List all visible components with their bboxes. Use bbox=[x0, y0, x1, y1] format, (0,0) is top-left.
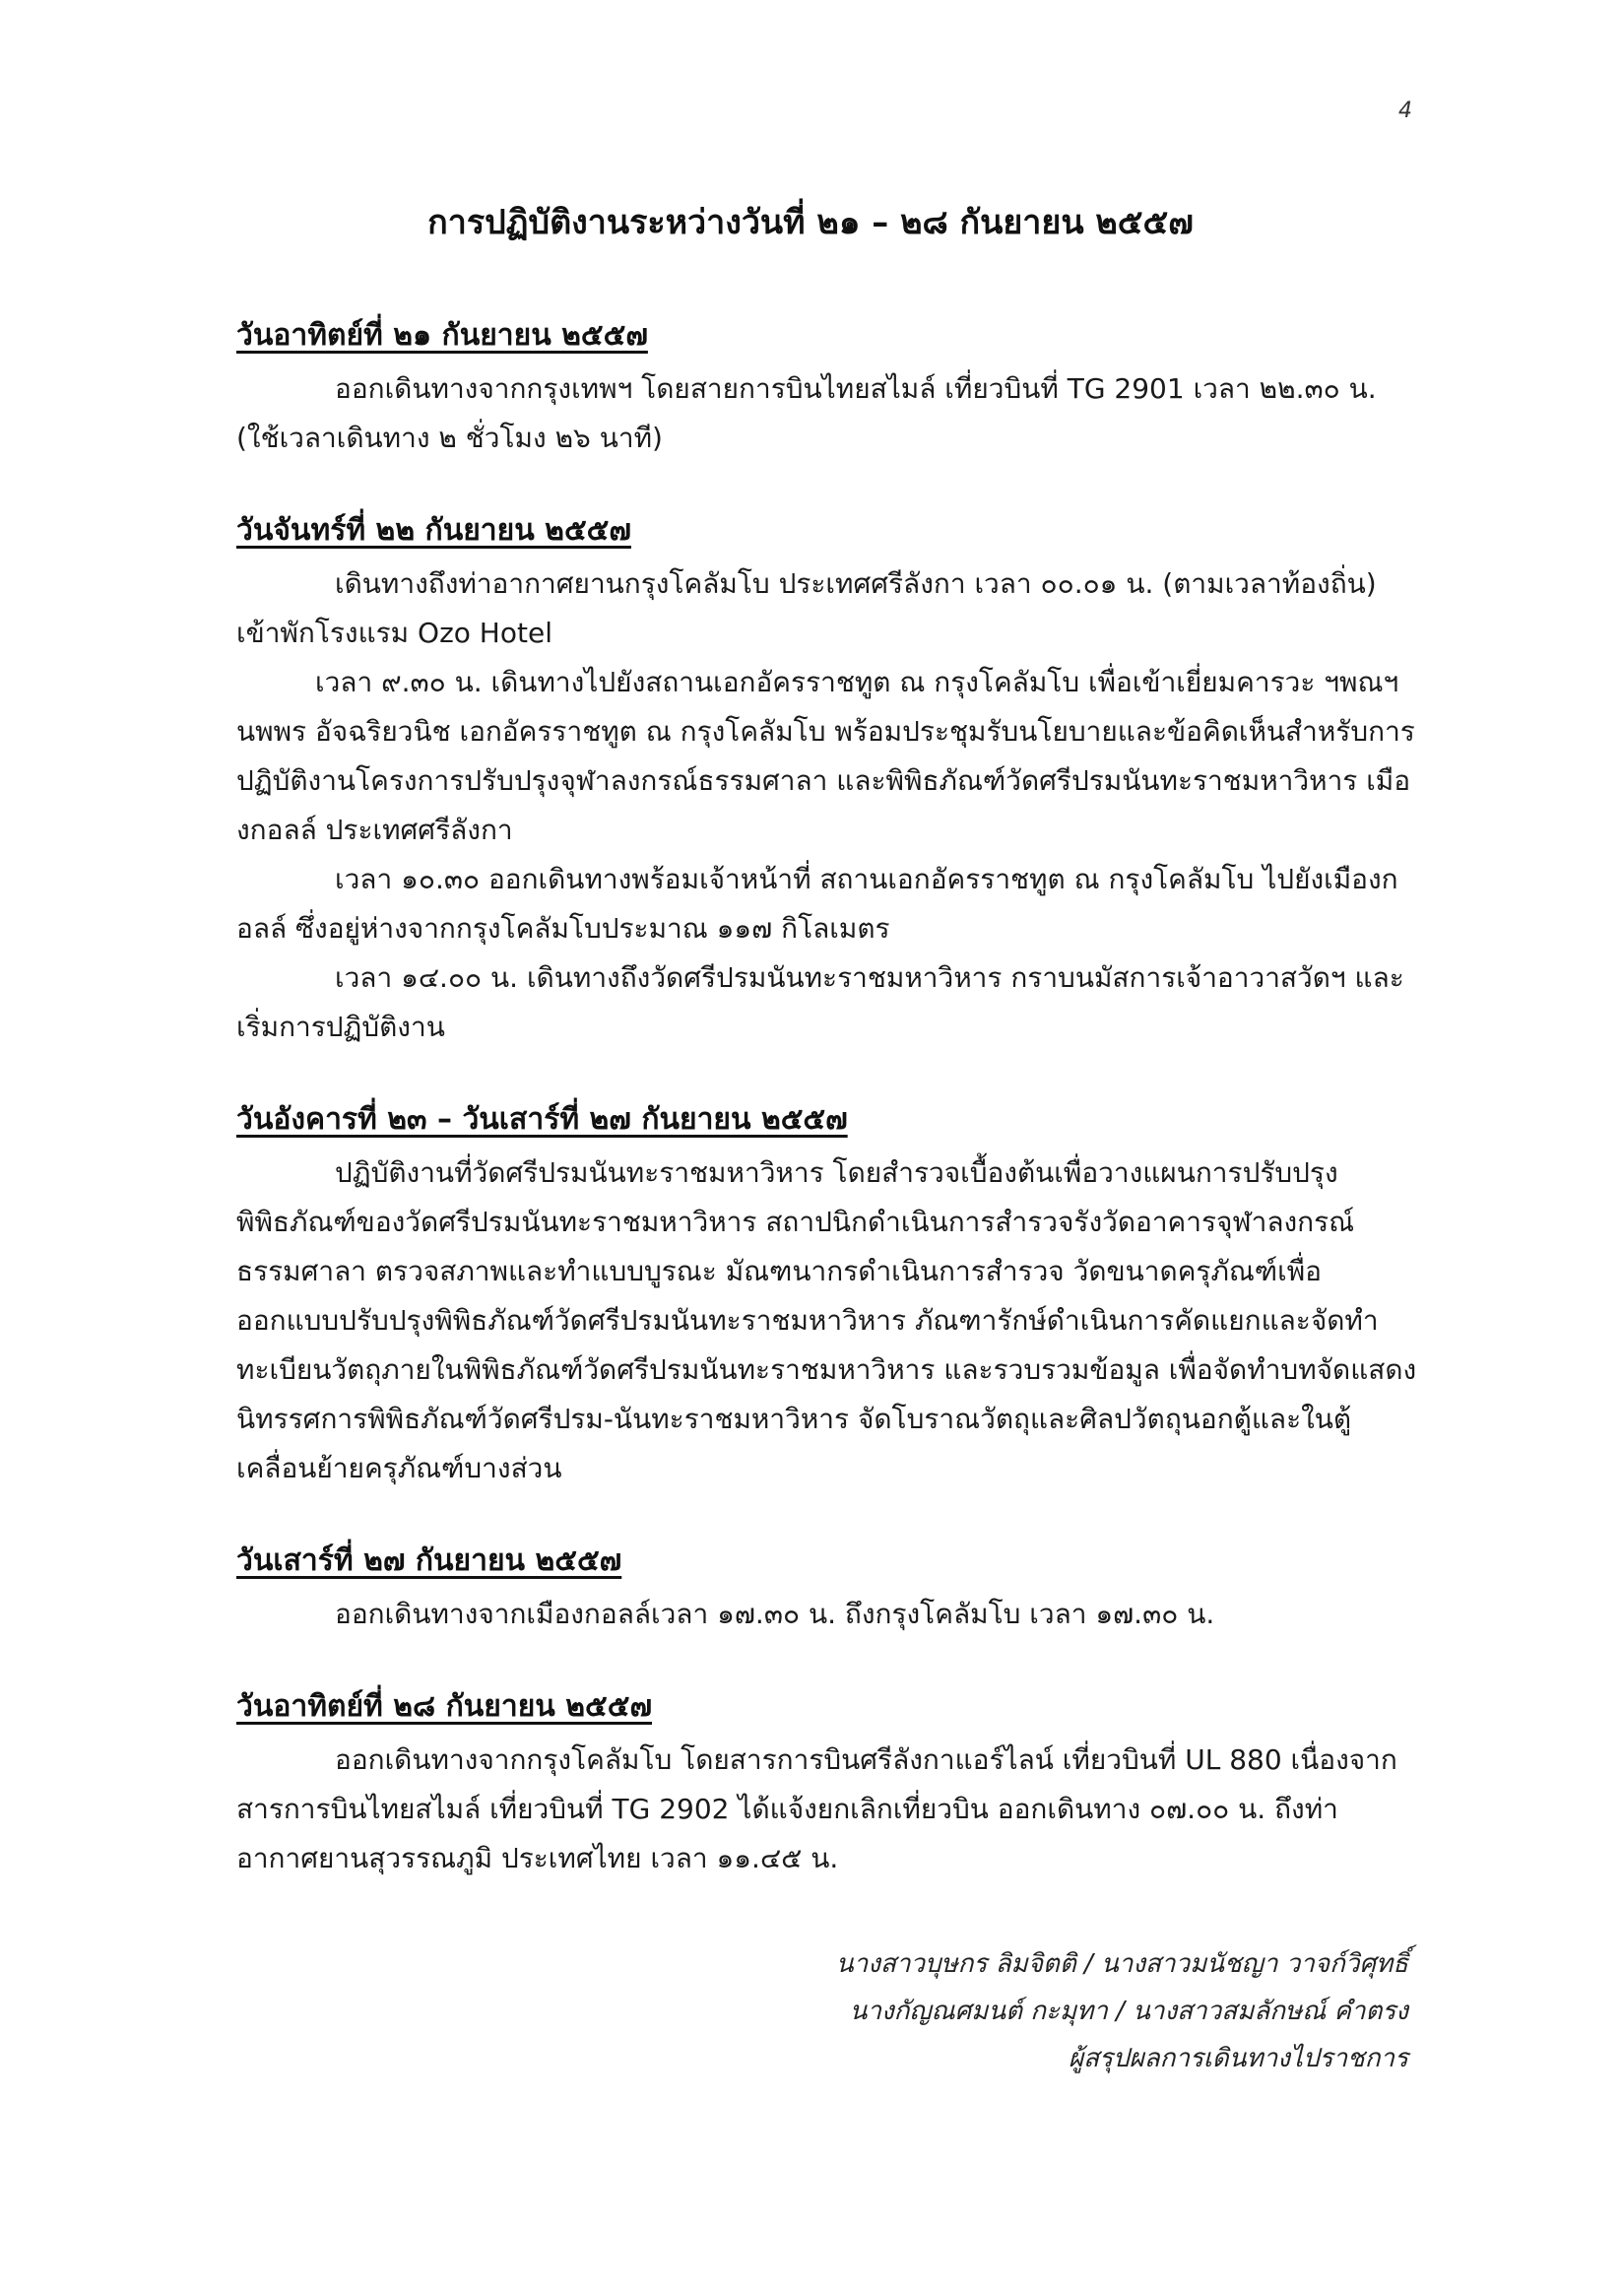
section-heading: วันเสาร์ที่ ๒๗ กันยายน ๒๕๕๗ bbox=[236, 1543, 622, 1578]
signature-line: นางกัญณศมนต์ กะมุทา / นางสาวสมลักษณ์ คำตรง bbox=[849, 1997, 1408, 2026]
section-paragraph: ออกเดินทางจากกรุงเทพฯ โดยสายการบินไทยสไมล์ เที่ยวบินที่ TG 2901 เวลา ๒๒.๓๐ น. (ใช้เวลาเดินทาง ๒ ชั่วโมง ๒๖ นาที) bbox=[236, 372, 1377, 454]
section-heading: วันจันทร์ที่ ๒๒ กันยายน ๒๕๕๗ bbox=[236, 513, 631, 548]
section-mon-22 bbox=[236, 508, 1418, 1052]
section-sun-28 bbox=[236, 1684, 1418, 1883]
section-heading: วันอาทิตย์ที่ ๒๑ กันยายน ๒๕๕๗ bbox=[236, 318, 648, 353]
signature-block bbox=[836, 1940, 1408, 2082]
page-number: 4 bbox=[1398, 98, 1412, 123]
section-tue-23-sat-27 bbox=[236, 1097, 1418, 1493]
document-body bbox=[236, 313, 1418, 1929]
section-heading: วันอาทิตย์ที่ ๒๘ กันยายน ๒๕๕๗ bbox=[236, 1689, 653, 1724]
signature-line: นางสาวบุษกร ลิมจิตติ / นางสาวมนัชญา วาจก์วิศุทธิ์ bbox=[835, 1949, 1408, 1979]
section-paragraph: ออกเดินทางจากเมืองกอลล์เวลา ๑๗.๓๐ น. ถึงกรุงโคลัมโบ เวลา ๑๗.๓๐ น. bbox=[335, 1598, 1215, 1630]
section-sun-21 bbox=[236, 313, 1418, 463]
signature-role: ผู้สรุปผลการเดินทางไปราชการ bbox=[1068, 2044, 1408, 2073]
section-paragraph: ออกเดินทางจากกรุงโคลัมโบ โดยสารการบินศรีลังกาแอร์ไลน์ เที่ยวบินที่ UL 880 เนื่องจากสารการบินไทยสไมล์ เที่ยวบินที่ TG 2902 ได้แจ้งยกเลิกเที่ยวบิน ออกเดินทาง ๐๗.๐๐ น. ถึงท่าอากาศยานสุวรรณภูมิ ประเทศไทย เวลา ๑๑.๔๕ น. bbox=[236, 1743, 1397, 1874]
section-heading: วันอังคารที่ ๒๓ – วันเสาร์ที่ ๒๗ กันยายน ๒๕๕๗ bbox=[236, 1102, 848, 1137]
document-title: การปฏิบัติงานระหว่างวันที่ ๒๑ – ๒๘ กันยายน ๒๕๕๗ bbox=[427, 203, 1194, 242]
section-paragraph: เดินทางถึงท่าอากาศยานกรุงโคลัมโบ ประเทศศรีลังกา เวลา ๐๐.๐๑ น. (ตามเวลาท้องถิ่น) เข้าพักโรงแรม Ozo Hotel bbox=[236, 567, 1377, 649]
section-sat-27 bbox=[236, 1539, 1418, 1639]
section-paragraph: เวลา ๑๐.๓๐ ออกเดินทางพร้อมเจ้าหน้าที่ สถานเอกอัครราชทูต ณ กรุงโคลัมโบ ไปยังเมืองกอลล์ ซึ่งอยู่ห่างจากกรุงโคลัมโบประมาณ ๑๑๗ กิโลเมตร bbox=[236, 863, 1398, 945]
section-paragraph: เวลา ๙.๓๐ น. เดินทางไปยังสถานเอกอัครราชทูต ณ กรุงโคลัมโบ เพื่อเข้าเยี่ยมคารวะ ฯพณฯ นพพร อัจฉริยวนิช เอกอัครราชทูต ณ กรุงโคลัมโบ พร้อมประชุมรับนโยบายและข้อคิดเห็นสำหรับการปฏิบัติงานโครงการปรับปรุงจุฬาลงกรณ์ธรรมศาลา และพิพิธภัณฑ์วัดศรีปรมนันทะราชมหาวิหาร เมืองกอลล์ ประเทศศรีลังกา bbox=[236, 666, 1415, 846]
section-paragraph: เวลา ๑๔.๐๐ น. เดินทางถึงวัดศรีปรมนันทะราชมหาวิหาร กราบนมัสการเจ้าอาวาสวัดฯ และเริ่มการปฏิบัติงาน bbox=[236, 961, 1404, 1043]
section-paragraph: ปฏิบัติงานที่วัดศรีปรมนันทะราชมหาวิหาร โดยสำรวจเบื้องต้นเพื่อวางแผนการปรับปรุงพิพิธภัณฑ์ของวัดศรีปรมนันทะราชมหาวิหาร สถาปนิกดำเนินการสำรวจรังวัดอาคารจุฬาลงกรณ์ธรรมศาลา ตรวจสภาพและทำแบบบูรณะ มัณฑนากรดำเนินการสำรวจ วัดขนาดครุภัณฑ์เพื่อออกแบบปรับปรุงพิพิธภัณฑ์วัดศรีปรมนันทะราชมหาวิหาร ภัณฑารักษ์ดำเนินการคัดแยกและจัดทำทะเบียนวัตถุภายในพิพิธภัณฑ์วัดศรีปรมนันทะราชมหาวิหาร และรวบรวมข้อมูล เพื่อจัดทำบทจัดแสดง นิทรรศการพิพิธภัณฑ์วัดศรีปรม-นันทะราชมหาวิหาร จัดโบราณวัตถุและศิลปวัตถุนอกตู้และในตู้ เคลื่อนย้ายครุภัณฑ์บางส่วน bbox=[236, 1156, 1417, 1484]
